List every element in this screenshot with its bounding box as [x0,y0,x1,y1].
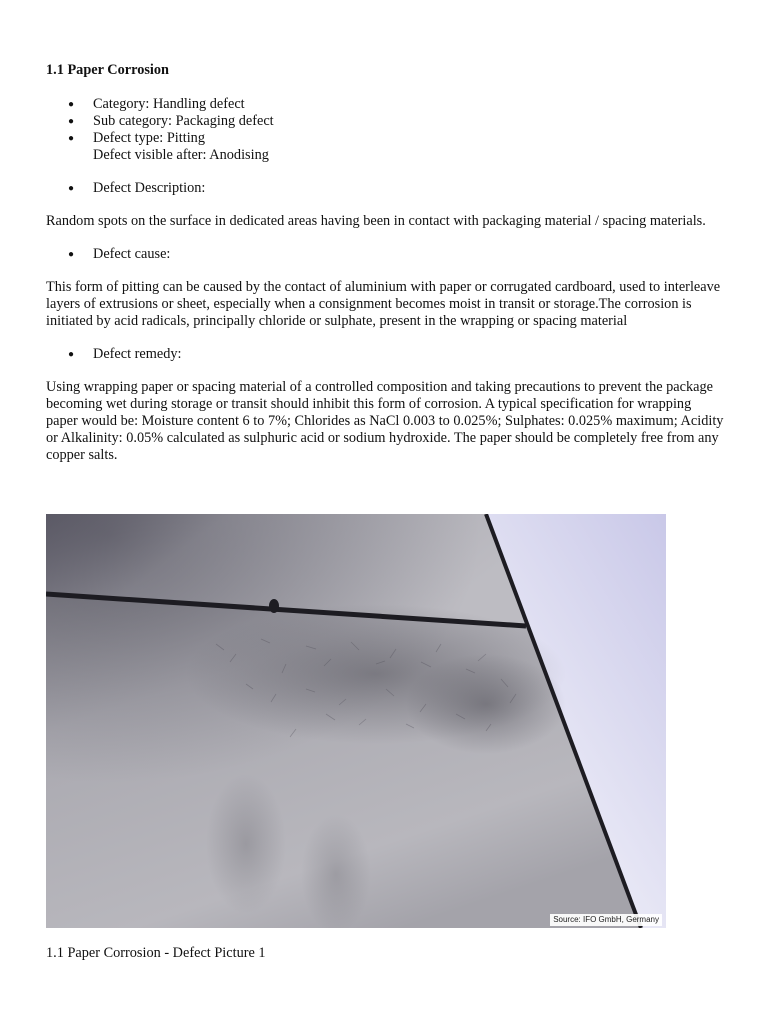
remedy-label: Defect remedy: [93,346,182,362]
remedy-text: Using wrapping paper or spacing material of a controlled composition and taking precautions to prevent the package becoming wet during storage or transit should inhibit this form of corrosion. A typical specification for wrapping paper would be: Moisture content 6 to 7%; Chlorides as NaCl 0.003 to 0.025%; Sulphates: 0.025% maximum; Acidity or Alkalinity: 0.05% calculated as sulphuric acid or sodium hydroxide. The paper should be completely free from any copper salts. [46,379,724,463]
defect-photo [46,514,666,928]
defect-visible-after: Defect visible after: Anodising [93,147,269,163]
list-item: ● Sub category: Packaging defect [68,113,274,129]
cause-label: Defect cause: [93,246,171,262]
section-heading: 1.1 Paper Corrosion [46,62,169,78]
bullet-icon: ● [68,116,75,127]
corroded-panel-illustration [46,514,666,928]
description-label: Defect Description: [93,180,206,196]
description-text: Random spots on the surface in dedicated areas having been in contact with packaging material / spacing materials. [46,213,706,229]
photo-caption: 1.1 Paper Corrosion - Defect Picture 1 [46,945,266,961]
bullet-icon: ● [68,99,75,110]
bullet-icon: ● [68,249,75,260]
defect-attributes-list [46,96,726,164]
list-item: ● Defect type: Pitting Defect visible after: Anodising [68,130,269,163]
list-item [46,246,726,263]
list-item [46,180,726,197]
list-item [46,346,726,363]
bullet-icon: ● [68,349,75,360]
bullet-icon: ● [68,133,75,144]
document-body [46,62,726,464]
cause-text: This form of pitting can be caused by the contact of aluminium with paper or corrugated cardboard, used to interleave layers of extrusions or sheet, especially when a consignment becomes moist in transit or storage.The corrosion is initiated by acid radicals, principally chloride or sulphate, present in the wrapping or spacing material [46,279,721,329]
list-item: ● Category: Handling defect [68,96,245,112]
bullet-icon: ● [68,183,75,194]
photo-source-credit: Source: IFO GmbH, Germany [550,914,662,926]
